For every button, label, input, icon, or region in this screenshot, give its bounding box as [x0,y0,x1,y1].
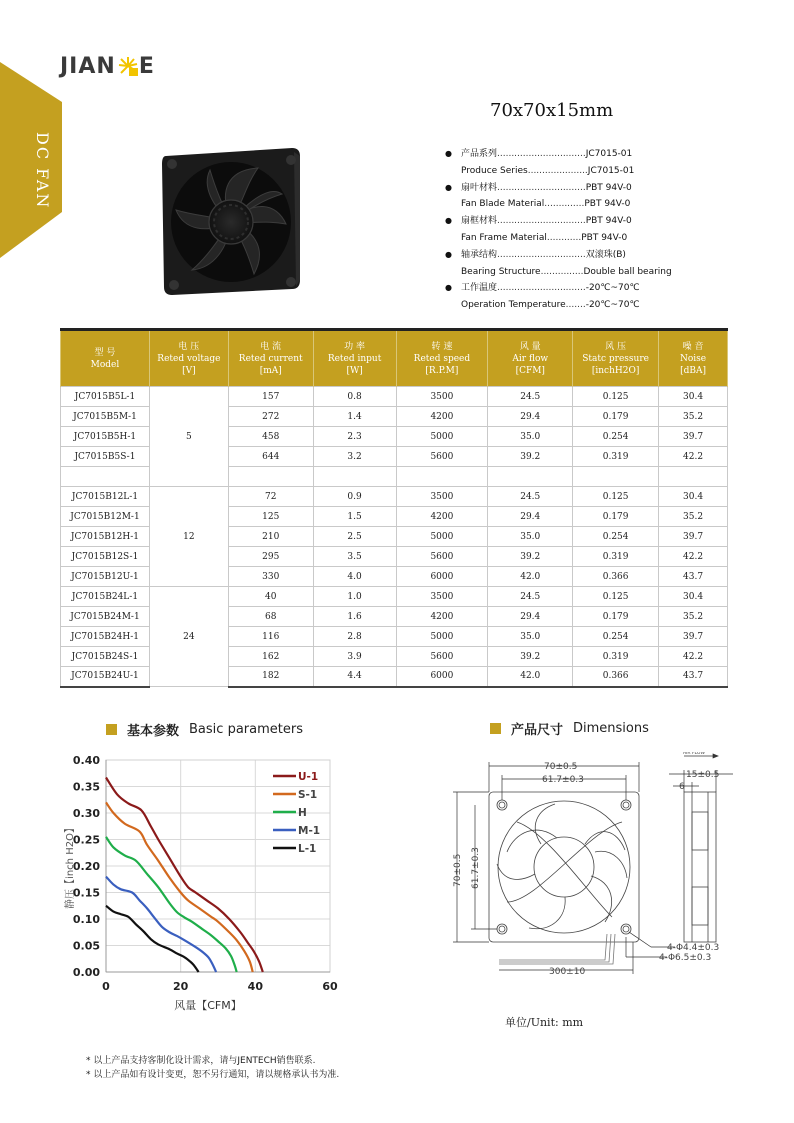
cell-model: JC7015B12S-1 [61,547,150,567]
cell-airflow: 29.4 [488,507,573,527]
header-en: Reted input [327,353,382,364]
header-cn: 电 流 [260,341,282,352]
column-header [573,330,659,387]
bullet-icon: ● [445,249,452,259]
dim-hole-spacing-vertical: 61.7±0.3 [471,847,481,889]
column-header [396,330,488,387]
cell-input: 3.2 [313,447,396,467]
header-cn: 功 率 [344,341,366,352]
legend-label: L-1 [298,843,317,855]
cell-noise: 43.7 [659,567,728,587]
cell-input: 4.4 [313,667,396,687]
header-unit: [V] [182,365,196,376]
section-dimensions [490,719,649,738]
cell-pressure: 0.366 [573,567,659,587]
cell-airflow: 35.0 [488,627,573,647]
header-en: Reted speed [413,353,471,364]
cell-airflow: 35.0 [488,427,573,447]
spec-label: 轴承结构 [461,249,498,260]
x-axis-label: 风量【CFM】 [174,999,242,1012]
dim-width: 70±0.5 [544,762,578,772]
cell-input: 1.6 [313,607,396,627]
cell-model: JC7015B5S-1 [61,447,150,467]
header-en: Noise [679,353,707,364]
cell-model: JC7015B12L-1 [61,487,150,507]
y-tick-label: 0.30 [72,807,100,820]
cell-input: 2.8 [313,627,396,647]
side-banner [0,62,62,258]
header-en: Air flow [512,353,549,364]
table-header-row [61,330,728,387]
spec-value: 双滚珠(B) [585,249,626,260]
cell-pressure: 0.125 [573,487,659,507]
column-header [149,330,228,387]
cell-speed: 6000 [396,567,488,587]
spec-line [445,180,685,197]
header-cn: 电 压 [178,341,200,352]
cell-pressure: 0.179 [573,407,659,427]
cell-model: JC7015B24M-1 [61,607,150,627]
y-tick-label: 0.15 [72,886,100,900]
cell-airflow [488,467,573,487]
cell-input: 3.9 [313,647,396,667]
cell-speed: 5000 [396,627,488,647]
column-header [313,330,396,387]
cell-speed: 5600 [396,647,488,667]
spec-dots: ............................... [497,283,586,294]
spec-value: Double ball bearing [583,266,672,277]
bullet-icon: ● [445,283,452,293]
header-cn: 风 压 [605,341,627,352]
spec-line [445,146,685,163]
cell-airflow: 24.5 [488,587,573,607]
air-flow-label: AIR FLOW [683,752,705,756]
cell-airflow: 42.0 [488,667,573,687]
y-tick-label: 0.05 [72,939,100,953]
cell-pressure: 0.319 [573,647,659,667]
cell-input: 1.5 [313,507,396,527]
spec-dots: ............ [546,232,582,243]
cell-noise: 30.4 [659,387,728,407]
fan-product-image [158,140,304,297]
spec-line [445,280,685,297]
cell-speed [396,467,488,487]
cell-noise: 43.7 [659,667,728,687]
y-tick-label: 0.10 [72,913,100,926]
table-row [61,387,728,407]
spec-line [445,213,685,230]
cell-model: JC7015B5L-1 [61,387,150,407]
banner-label: DC FAN [33,132,52,210]
cell-input: 1.4 [313,407,396,427]
spec-label: 扇叶材料 [461,182,498,193]
cell-model: JC7015B5H-1 [61,427,150,447]
legend-label: M-1 [298,825,321,837]
header-en: Reted voltage [157,353,221,364]
spec-dots: ............................... [497,249,586,260]
cell-current: 72 [228,487,313,507]
cell-input: 0.8 [313,387,396,407]
footnote: * 以上产品如有设计变更，恕不另行通知，请以规格承认书为准. [86,1070,340,1080]
cell-speed: 4200 [396,507,488,527]
cell-current: 68 [228,607,313,627]
cell-pressure: 0.125 [573,587,659,607]
cell-airflow: 39.2 [488,647,573,667]
y-tick-label: 0.40 [72,754,100,767]
cell-pressure [573,467,659,487]
product-title: 70x70x15mm [490,100,614,121]
header-en: Model [90,359,120,370]
cell-speed: 4200 [396,407,488,427]
cell-model: JC7015B24H-1 [61,627,150,647]
cell-pressure: 0.319 [573,547,659,567]
table-body [61,387,728,687]
cell-airflow: 24.5 [488,487,573,507]
y-axis-label: 静压【inch H2O】 [65,823,76,909]
spec-value: JC7015-01 [585,149,633,159]
spec-line [445,264,685,281]
cell-pressure: 0.254 [573,627,659,647]
spec-value: PBT 94V-0 [585,182,632,193]
header-unit: [dBA] [680,365,706,376]
spec-dots: ..................... [527,165,588,176]
header-cn: 型 号 [94,347,116,358]
cell-noise: 42.2 [659,547,728,567]
header-cn: 噪 音 [682,341,704,352]
cell-noise: 30.4 [659,587,728,607]
cell-airflow: 39.2 [488,447,573,467]
y-tick-label: 0.35 [72,780,100,794]
spec-dots: ....... [565,300,586,311]
cell-current: 125 [228,507,313,527]
spec-line [445,247,685,264]
cell-noise: 42.2 [659,447,728,467]
cell-speed: 5000 [396,527,488,547]
header-en: Reted current [238,353,303,364]
cell-pressure: 0.254 [573,427,659,447]
header-cn: 风 量 [519,341,541,352]
footnote: * 以上产品支持客制化设计需求，请与JENTECH销售联系. [86,1056,316,1066]
spec-label: Fan Blade Material [461,199,545,210]
bullet-icon: ● [445,216,452,226]
bullet-icon: ● [445,149,452,158]
spec-dots: .............. [544,199,585,210]
cell-airflow: 39.2 [488,547,573,567]
footnotes [86,1054,339,1082]
section-title-en: Basic parameters [189,722,303,737]
y-tick-label: 0.00 [72,966,100,979]
cell-voltage: 12 [149,487,228,587]
bullet-icon: ● [445,182,452,192]
spec-value: PBT 94V-0 [581,232,628,243]
cell-model: JC7015B24S-1 [61,647,150,667]
spec-label: 扇框材料 [461,216,498,227]
cell-noise: 39.7 [659,627,728,647]
dim-lead-length: 300±10 [549,967,586,977]
cell-pressure: 0.125 [573,387,659,407]
dim-hole-large: 4-Φ6.5±0.3 [659,953,712,963]
cell-model [61,467,150,487]
cell-input: 0.9 [313,487,396,507]
cell-noise [659,467,728,487]
column-header [488,330,573,387]
cell-noise: 39.7 [659,427,728,447]
brand-logo [60,53,154,79]
cell-noise: 35.2 [659,407,728,427]
header-unit: [inchH2O] [591,365,640,376]
cell-input [313,467,396,487]
cell-pressure: 0.179 [573,607,659,627]
dim-hole-spacing: 61.7±0.3 [542,775,584,785]
cell-noise: 42.2 [659,647,728,667]
cell-current: 116 [228,627,313,647]
cell-speed: 5000 [396,427,488,447]
cell-airflow: 42.0 [488,567,573,587]
spec-line [445,297,685,314]
spec-list [445,146,685,314]
cell-input: 4.0 [313,567,396,587]
series-line-h [106,837,237,972]
logo-text-e: E [138,53,154,79]
cell-current: 162 [228,647,313,667]
spec-value: PBT 94V-0 [585,216,632,227]
cell-model: JC7015B24U-1 [61,667,150,687]
cell-input: 2.5 [313,527,396,547]
header-unit: [W] [346,365,363,376]
spec-line [445,196,685,213]
unit-note: 单位/Unit: mm [505,1016,584,1029]
spec-label: Fan Frame Material [461,232,547,243]
header-unit: [CFM] [515,365,545,376]
cell-airflow: 24.5 [488,387,573,407]
section-basic-parameters [106,720,303,739]
x-tick-label: 60 [322,980,338,993]
legend-label: U-1 [298,771,319,783]
section-title-cn: 基本参数 [127,724,180,739]
spec-value: PBT 94V-0 [584,199,631,210]
cell-speed: 3500 [396,587,488,607]
spec-line [445,230,685,247]
cell-speed: 3500 [396,387,488,407]
cell-noise: 30.4 [659,487,728,507]
table-row [61,587,728,607]
spec-label: 产品系列 [461,149,498,159]
cell-noise: 39.7 [659,527,728,547]
spec-value: -20℃~70℃ [585,300,640,311]
y-tick-label: 0.25 [72,833,100,847]
cell-current: 157 [228,387,313,407]
cell-airflow: 35.0 [488,527,573,547]
cell-voltage: 24 [149,587,228,687]
section-title-en: Dimensions [573,721,649,736]
spec-line [445,163,685,180]
dim-inner: 6 [679,782,685,792]
cell-voltage: 5 [149,387,228,487]
header-unit: [R.P.M] [425,365,459,376]
cell-model: JC7015B5M-1 [61,407,150,427]
cell-input: 2.3 [313,427,396,447]
cell-airflow: 29.4 [488,607,573,627]
cell-pressure: 0.179 [573,507,659,527]
header-unit: [mA] [259,365,282,376]
dim-height: 70±0.5 [453,853,463,887]
spec-label: 工作温度 [461,283,498,294]
cell-model: JC7015B12H-1 [61,527,150,547]
section-title-cn: 产品尺寸 [511,723,564,738]
square-bullet-icon [106,724,117,735]
cell-pressure: 0.319 [573,447,659,467]
x-tick-label: 20 [173,980,189,993]
spec-label: Operation Temperature [461,300,566,311]
cell-speed: 5600 [396,447,488,467]
dimension-drawing [437,752,737,982]
column-header [61,330,150,387]
cell-input: 1.0 [313,587,396,607]
spec-dots: ............... [540,266,584,277]
cell-airflow: 29.4 [488,407,573,427]
logo-text: JIAN [60,53,116,79]
cell-current: 295 [228,547,313,567]
cell-pressure: 0.366 [573,667,659,687]
spec-dots: ............................... [497,149,586,159]
cell-model: JC7015B12U-1 [61,567,150,587]
spec-dots: ............................... [497,182,586,193]
column-header [659,330,728,387]
square-bullet-icon [490,723,501,734]
spec-value: JC7015-01 [587,165,635,176]
cell-pressure: 0.254 [573,527,659,547]
spec-label: Bearing Structure [461,266,541,277]
cell-noise: 35.2 [659,507,728,527]
pq-curve-chart [60,745,350,1020]
cell-noise: 35.2 [659,607,728,627]
cell-speed: 5600 [396,547,488,567]
sunburst-icon [118,56,138,76]
cell-speed: 3500 [396,487,488,507]
series-line-s-1 [106,802,253,972]
cell-model: JC7015B12M-1 [61,507,150,527]
cell-current: 458 [228,427,313,447]
dim-thickness: 15±0.5 [686,770,720,780]
cell-speed: 4200 [396,607,488,627]
x-tick-label: 0 [102,980,110,993]
cell-current: 40 [228,587,313,607]
cell-current: 330 [228,567,313,587]
cell-current: 182 [228,667,313,687]
cell-current: 272 [228,407,313,427]
spec-table [60,328,728,688]
cell-speed: 6000 [396,667,488,687]
cell-input: 3.5 [313,547,396,567]
dim-hole-small: 4-Φ4.4±0.3 [667,943,720,953]
table-row [61,487,728,507]
cell-model: JC7015B24L-1 [61,587,150,607]
column-header [228,330,313,387]
cell-current [228,467,313,487]
legend-label: S-1 [298,789,318,801]
header-en: Statc pressure [582,353,649,364]
y-tick-label: 0.20 [72,860,100,873]
spec-label: Produce Series [461,165,528,176]
header-cn: 转 速 [431,341,453,352]
cell-current: 644 [228,447,313,467]
cell-current: 210 [228,527,313,547]
legend-label: H [298,807,307,819]
spec-dots: ............................... [497,216,586,227]
spec-value: -20℃~70℃ [585,283,640,294]
x-tick-label: 40 [247,980,263,993]
